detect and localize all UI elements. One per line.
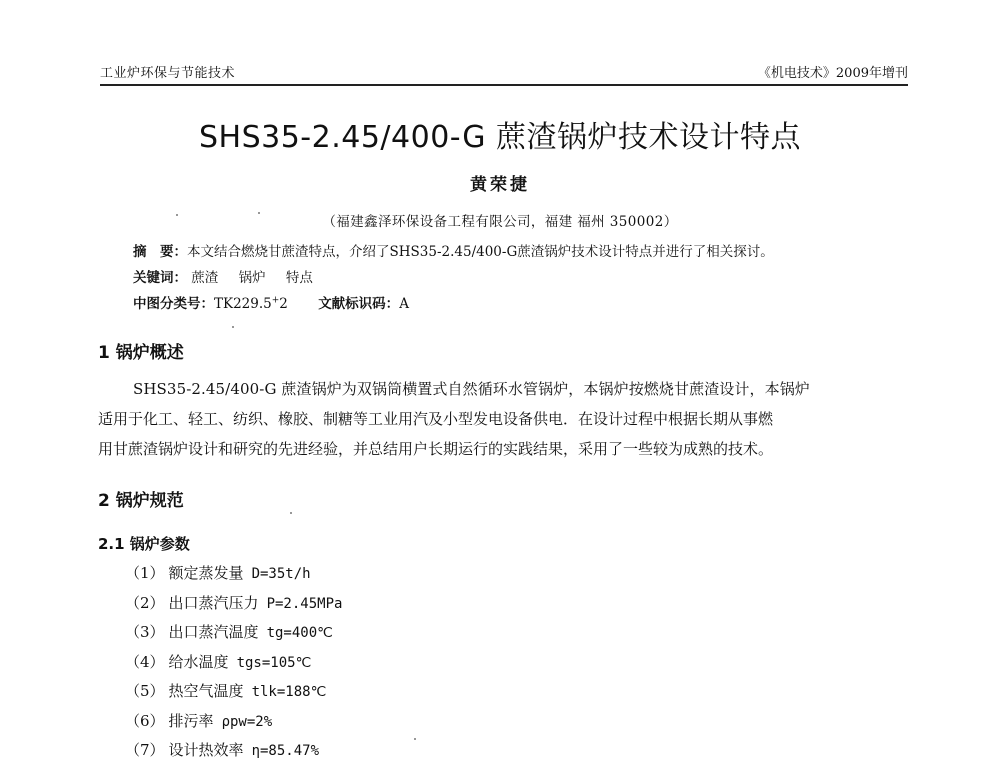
parameter-value: tgs=105℃ <box>236 654 312 671</box>
keyword-item: 蔗渣 <box>191 270 219 286</box>
keyword-item: 特点 <box>285 270 313 286</box>
section-heading-specification: 2 锅炉规范 <box>98 491 184 511</box>
parameter-number: （5） <box>125 682 165 700</box>
scan-speck <box>258 212 260 214</box>
parameter-label: 热空气温度 <box>168 682 244 700</box>
parameter-number: （6） <box>125 711 165 730</box>
parameter-label: 出口蒸汽温度 <box>168 623 259 641</box>
parameter-label: 出口蒸汽压力 <box>168 593 259 612</box>
abstract-label: 摘 要： <box>133 244 187 260</box>
article-title: SHS35-2.45/400-G 蔗渣锅炉技术设计特点 <box>198 120 801 155</box>
classification-code-main: TK229.5 <box>214 296 272 312</box>
keywords-label: 关键词： <box>133 270 187 286</box>
parameter-item <box>125 680 342 710</box>
section-heading-overview: 1 锅炉概述 <box>98 343 184 363</box>
parameter-list <box>125 562 342 769</box>
parameter-label: 排污率 <box>168 711 214 730</box>
parameter-item <box>125 592 342 622</box>
document-code-label: 文献标识码： <box>318 296 400 312</box>
parameter-number: （4） <box>125 652 165 671</box>
journal-section-label: 工业炉环保与节能技术 <box>100 66 236 81</box>
classification-code <box>214 296 288 312</box>
scan-speck <box>176 214 178 216</box>
parameter-number: （3） <box>125 623 165 641</box>
paragraph-line: 适用于化工、轻工、纺织、橡胶、制糖等工业用汽及小型发电设备供电．在设计过程中根据长期从事燃 <box>98 410 774 428</box>
parameter-label: 额定蒸发量 <box>168 564 244 582</box>
parameter-number: （1） <box>125 564 165 582</box>
paragraph-line: SHS35-2.45/400-G 蔗渣锅炉为双锅筒横置式自然循环水管锅炉，本锅炉按燃烧甘蔗渣设计，本锅炉 <box>133 380 810 398</box>
parameter-value: D=35t/h <box>251 566 311 582</box>
journal-issue-label: 《机电技术》2009年增刊 <box>757 66 908 81</box>
classification-label: 中图分类号： <box>133 296 214 312</box>
parameter-number: （7） <box>125 741 165 759</box>
parameter-value: η=85.47% <box>251 743 319 759</box>
scan-speck <box>232 326 234 328</box>
running-header <box>100 62 908 86</box>
parameter-item <box>125 739 342 769</box>
abstract-text: 本文结合燃烧甘蔗渣特点，介绍了SHS35-2.45/400-G蔗渣锅炉技术设计特点并进行了相关探讨。 <box>187 244 774 260</box>
parameter-value: tg=400℃ <box>266 625 333 641</box>
parameter-item <box>125 562 342 592</box>
paragraph-line: 用甘蔗渣锅炉设计和研究的先进经验，并总结用户长期运行的实践结果，采用了一些较为成熟的技术。 <box>98 440 774 458</box>
article-author: 黄荣捷 <box>470 175 530 195</box>
scan-speck <box>414 738 416 740</box>
parameter-value: tlk=188℃ <box>251 684 327 700</box>
keyword-item: 锅炉 <box>238 270 266 286</box>
parameter-value: ρpw=2% <box>221 713 273 730</box>
classification-code-tail: 2 <box>279 296 288 312</box>
parameter-item <box>125 651 342 681</box>
parameter-item <box>125 710 342 740</box>
keywords <box>133 266 329 286</box>
classification-code-sup: + <box>271 295 280 306</box>
parameter-label: 给水温度 <box>168 652 229 671</box>
scan-speck <box>290 512 292 514</box>
subsection-heading-parameters: 2.1 锅炉参数 <box>98 535 190 553</box>
parameter-item <box>125 621 342 651</box>
parameter-number: （2） <box>125 593 165 612</box>
document-code: A <box>399 296 409 312</box>
abstract <box>133 240 774 260</box>
classification <box>133 292 409 312</box>
parameter-value: P=2.45MPa <box>266 595 343 612</box>
author-affiliation: （福建鑫泽环保设备工程有限公司，福建 福州 350002） <box>322 214 678 230</box>
parameter-label: 设计热效率 <box>168 741 244 759</box>
